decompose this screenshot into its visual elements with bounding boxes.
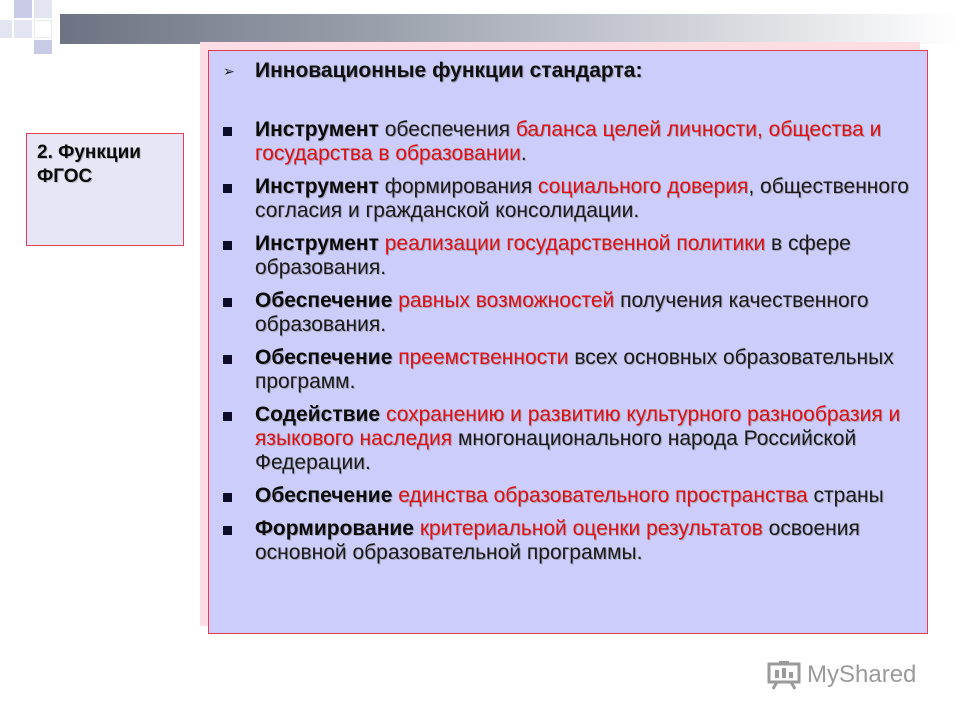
text-segment: Формирование — [255, 517, 414, 540]
square-bullet-icon — [223, 184, 232, 193]
square-bullet-icon — [223, 412, 232, 421]
text-segment: баланса целей личности, общества и государства в образовании — [255, 118, 882, 165]
list-item — [223, 232, 919, 280]
list-item-text — [255, 346, 919, 394]
list-item — [223, 517, 919, 565]
text-segment: , общественного согласия и гражданской консолидации. — [255, 175, 909, 222]
list-item — [223, 484, 919, 508]
square-bullet-icon — [223, 355, 232, 364]
text-segment: страны — [807, 484, 884, 507]
list-item-text — [255, 517, 919, 565]
list-item — [223, 118, 919, 166]
list-item — [223, 175, 919, 223]
square-bullet-icon — [223, 241, 232, 250]
square-bullet-icon — [223, 526, 232, 535]
text-segment: преемственности — [398, 346, 569, 369]
list-item — [223, 289, 919, 337]
text-segment: в сфере образования. — [255, 232, 851, 279]
list-item — [223, 346, 919, 394]
text-segment: Обеспечение — [255, 484, 393, 507]
square-bullet-icon — [223, 127, 232, 136]
text-segment: Обеспечение — [255, 289, 393, 312]
text-segment: критериальной оценки результатов — [419, 517, 763, 540]
square-bullet-icon — [223, 493, 232, 502]
text-segment: единства образовательного пространства — [398, 484, 808, 507]
arrow-bullet-icon: ➢ — [223, 63, 235, 79]
decor-square — [34, 20, 52, 38]
text-segment: Инструмент — [255, 232, 379, 255]
section-title: 2. Функции ФГОС — [37, 142, 141, 187]
text-segment: многонационального народа Российской Федерации. — [255, 427, 857, 474]
text-segment: сохранению и развитию культурного разнообразия и языкового наследия — [255, 403, 901, 450]
text-segment: реализации государственной политики — [384, 232, 766, 255]
text-segment: . — [520, 142, 527, 165]
text-segment: Обеспечение — [255, 346, 393, 369]
list-item-text — [255, 175, 919, 223]
list-item — [223, 403, 919, 475]
decor-square — [14, 0, 32, 18]
list-item-text — [255, 118, 919, 166]
text-segment: Содействие — [255, 403, 381, 426]
list-item-text — [255, 289, 919, 337]
watermark-logo — [767, 660, 916, 690]
function-list — [223, 118, 919, 574]
panel-heading: Инновационные функции стандарта: — [255, 59, 643, 82]
watermark-text: MyShared — [807, 661, 917, 688]
header-bar — [60, 14, 960, 44]
content-panel — [208, 50, 928, 634]
list-item-text — [255, 232, 919, 280]
text-segment: формирования — [378, 175, 539, 198]
decor-square — [0, 20, 12, 38]
list-item-text — [255, 403, 919, 475]
text-segment: обеспечения — [378, 118, 516, 141]
text-segment: равных возможностей — [398, 289, 615, 312]
section-title-box — [26, 133, 184, 246]
decor-square — [34, 0, 52, 18]
presentation-board-icon — [767, 660, 801, 690]
text-segment: всех основных образовательных программ. — [255, 346, 894, 393]
text-segment: получения качественного образования. — [255, 289, 869, 336]
square-bullet-icon — [223, 298, 232, 307]
decor-square — [34, 40, 52, 54]
text-segment: социального доверия — [538, 175, 749, 198]
list-item-text — [255, 484, 884, 508]
text-segment: Инструмент — [255, 175, 379, 198]
text-segment: Инструмент — [255, 118, 379, 141]
decor-square — [14, 20, 32, 38]
text-segment: освоения основной образовательной программы. — [255, 517, 860, 564]
heading-row — [223, 59, 642, 83]
